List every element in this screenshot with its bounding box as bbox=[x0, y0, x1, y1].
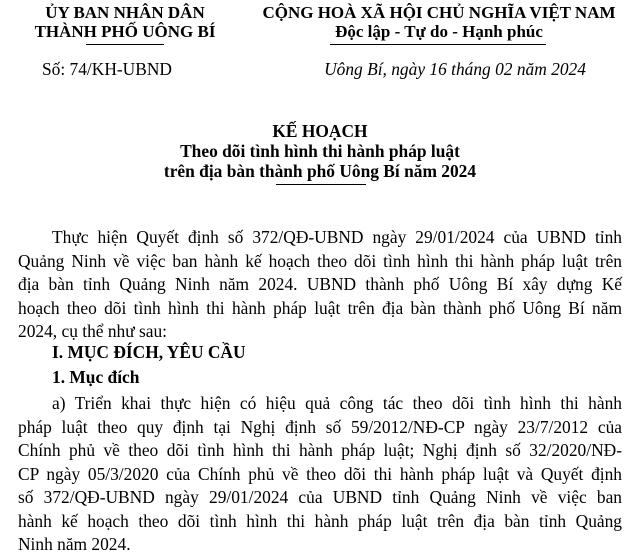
agency-name-line1: ỦY BAN NHÂN DÂN bbox=[45, 3, 205, 22]
nation-motto-line2: Độc lập - Tự do - Hạnh phúc bbox=[335, 22, 543, 41]
intro-line: địa bàn tỉnh Quảng Ninh năm 2024. UBND thành phố Uông Bí xây dựng Kế bbox=[18, 274, 622, 294]
paragraph-line: Chính phủ về theo dõi tình hình thi hành pháp luật; Nghị định số 32/2020/NĐ- bbox=[18, 440, 622, 460]
intro-line: 2024, cụ thể như sau: bbox=[18, 321, 168, 341]
paragraph-line: a) Triển khai thực hiện có hiệu quả công tác theo dõi tình hình thi hành bbox=[52, 393, 622, 413]
intro-line: Quảng Ninh về việc ban hành kế hoạch theo dõi tình hình thi hành pháp luật trên bbox=[18, 250, 622, 271]
document-title: KẾ HOẠCH bbox=[272, 121, 368, 141]
motto-underline bbox=[330, 44, 546, 45]
paragraph-line: Ninh năm 2024. bbox=[18, 534, 131, 554]
subsection-heading: 1. Mục đích bbox=[52, 367, 140, 387]
intro-line: hoạch theo dõi tình hình thi hành pháp luật trên địa bàn thành phố Uông Bí năm bbox=[18, 297, 622, 318]
section-heading: I. MỤC ĐÍCH, YÊU CẦU bbox=[52, 342, 246, 362]
intro-paragraph bbox=[18, 226, 622, 344]
document-subtitle-line2: trên địa bàn thành phố Uông Bí năm 2024 bbox=[163, 161, 477, 181]
document-number: Số: 74/KH-UBND bbox=[42, 59, 172, 79]
paragraph-line: số 372/QĐ-UBND ngày 29/01/2024 của UBND tỉnh Quảng Ninh về việc ban bbox=[18, 487, 622, 507]
purpose-paragraph-a bbox=[18, 392, 622, 557]
agency-name-line2: THÀNH PHỐ UÔNG BÍ bbox=[34, 22, 216, 41]
nation-motto-line1: CỘNG HOÀ XÃ HỘI CHỦ NGHĨA VIỆT NAM bbox=[262, 3, 616, 22]
paragraph-line: pháp luật theo quy định tại Nghị định số 59/2012/NĐ-CP ngày 23/7/2012 của bbox=[18, 416, 622, 437]
intro-line: Thực hiện Quyết định số 372/QĐ-UBND ngày 29/01/2024 của UBND tỉnh bbox=[52, 227, 622, 247]
agency-underline bbox=[86, 44, 164, 45]
paragraph-line: hành kế hoạch theo dõi tình hình thi hành pháp luật trên địa bàn tỉnh Quảng bbox=[18, 510, 622, 531]
place-and-date: Uông Bí, ngày 16 tháng 02 năm 2024 bbox=[324, 59, 586, 79]
paragraph-line: CP ngày 05/3/2020 của Chính phủ về theo dõi thi hành pháp luật và Quyết định bbox=[18, 463, 622, 484]
title-underline bbox=[276, 184, 366, 185]
document-subtitle-line1: Theo dõi tình hình thi hành pháp luật bbox=[180, 141, 460, 161]
